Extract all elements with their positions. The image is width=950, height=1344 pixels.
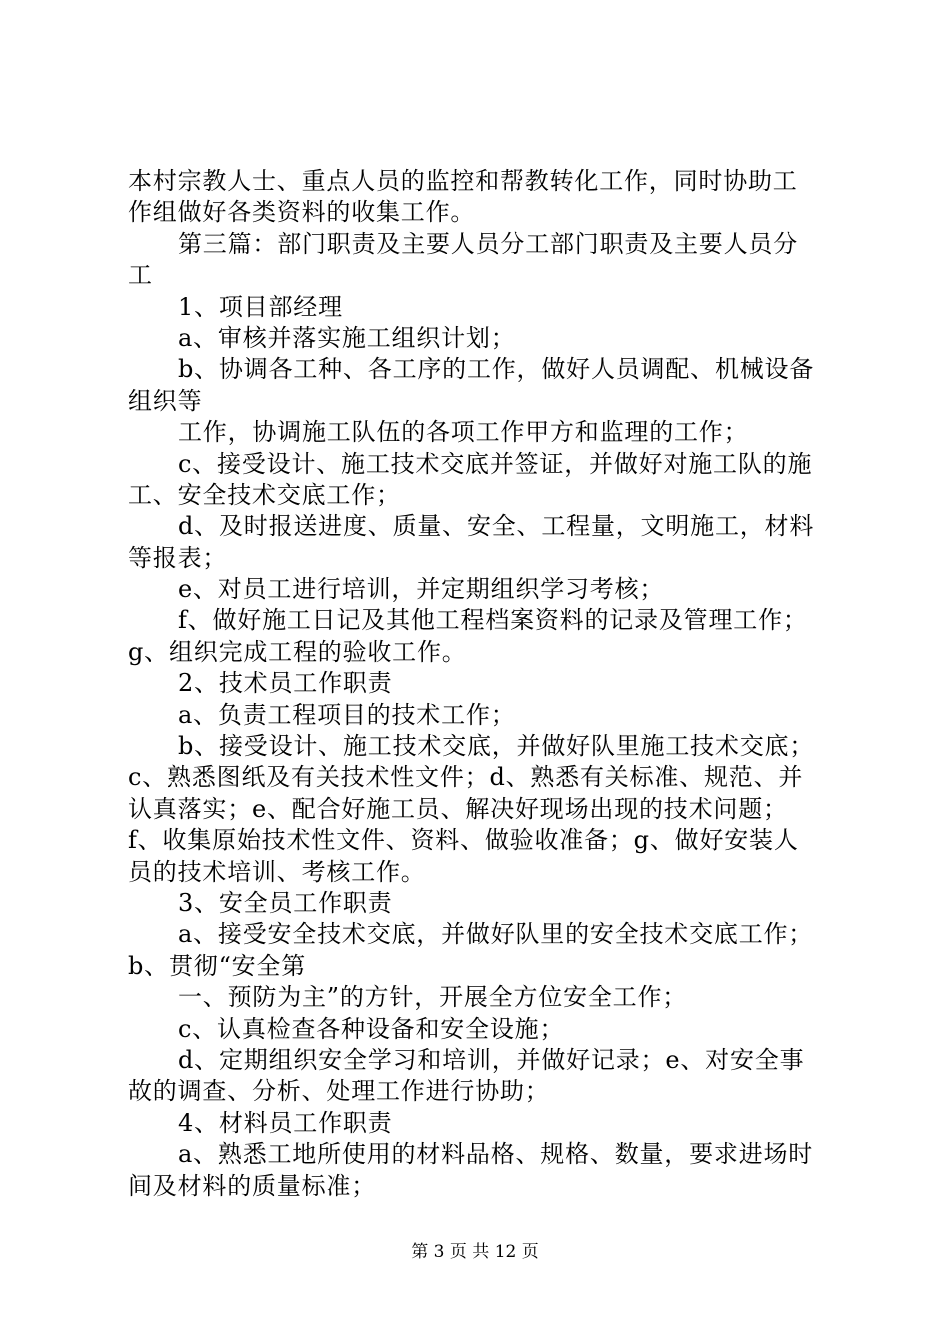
text-line: f、收集原始技术性文件、资料、做验收准备；g、做好安装人 — [128, 826, 799, 855]
text-line: 工、安全技术交底工作； — [128, 480, 401, 509]
text-line: 3、安全员工作职责 — [178, 888, 393, 917]
text-line: 员的技术培训、考核工作。 — [128, 857, 426, 886]
document-body — [128, 166, 828, 1202]
text-line: 一、预防为主”的方针，开展全方位安全工作； — [178, 983, 688, 1012]
text-line: 组织等 — [128, 386, 203, 415]
text-line: 4、材料员工作职责 — [178, 1108, 393, 1137]
text-line: 认真落实；e、配合好施工员、解决好现场出现的技术问题； — [128, 794, 788, 823]
text-line: a、审核并落实施工组织计划； — [178, 323, 516, 352]
text-line: a、负责工程项目的技术工作； — [178, 700, 516, 729]
text-line: d、及时报送进度、质量、安全、工程量，文明施工，材料 — [178, 512, 815, 541]
text-line: a、接受安全技术交底，并做好队里的安全技术交底工作； — [178, 920, 814, 949]
text-line: d、定期组织安全学习和培训，并做好记录；e、对安全事 — [178, 1045, 805, 1074]
text-line: b、接受设计、施工技术交底，并做好队里施工技术交底； — [178, 732, 815, 761]
text-line: b、贯彻“安全第 — [128, 951, 307, 980]
text-line: 本村宗教人士、重点人员的监控和帮教转化工作，同时协助工 — [128, 167, 798, 195]
page-footer: 第 3 页 共 12 页 — [411, 1242, 539, 1262]
text-line: 间及材料的质量标准； — [128, 1171, 376, 1200]
text-line: e、对员工进行培训，并定期组织学习考核； — [178, 575, 665, 604]
text-line: 工 — [128, 261, 153, 290]
text-line: c、熟悉图纸及有关技术性文件；d、熟悉有关标准、规范、并 — [128, 763, 804, 792]
text-line: c、认真检查各种设备和安全设施； — [178, 1014, 565, 1043]
text-line: 等报表； — [128, 543, 228, 572]
text-line: 第三篇：部门职责及主要人员分工部门职责及主要人员分 — [178, 229, 798, 258]
text-line: 1、项目部经理 — [178, 292, 343, 321]
text-line: a、熟悉工地所使用的材料品格、规格、数量，要求进场时 — [178, 1140, 814, 1169]
text-line: b、协调各工种、各工序的工作，做好人员调配、机械设备 — [178, 355, 815, 384]
text-line: c、接受设计、施工技术交底并签证，并做好对施工队的施 — [178, 449, 813, 478]
text-line: g、组织完成工程的验收工作。 — [128, 637, 467, 666]
text-line: f、做好施工日记及其他工程档案资料的记录及管理工作； — [178, 606, 808, 635]
text-line: 作组做好各类资料的收集工作。 — [128, 198, 476, 227]
text-line: 工作，协调施工队伍的各项工作甲方和监理的工作； — [178, 418, 749, 447]
text-line: 2、技术员工作职责 — [178, 669, 393, 698]
text-line: 故的调查、分析、处理工作进行协助； — [128, 1077, 550, 1106]
